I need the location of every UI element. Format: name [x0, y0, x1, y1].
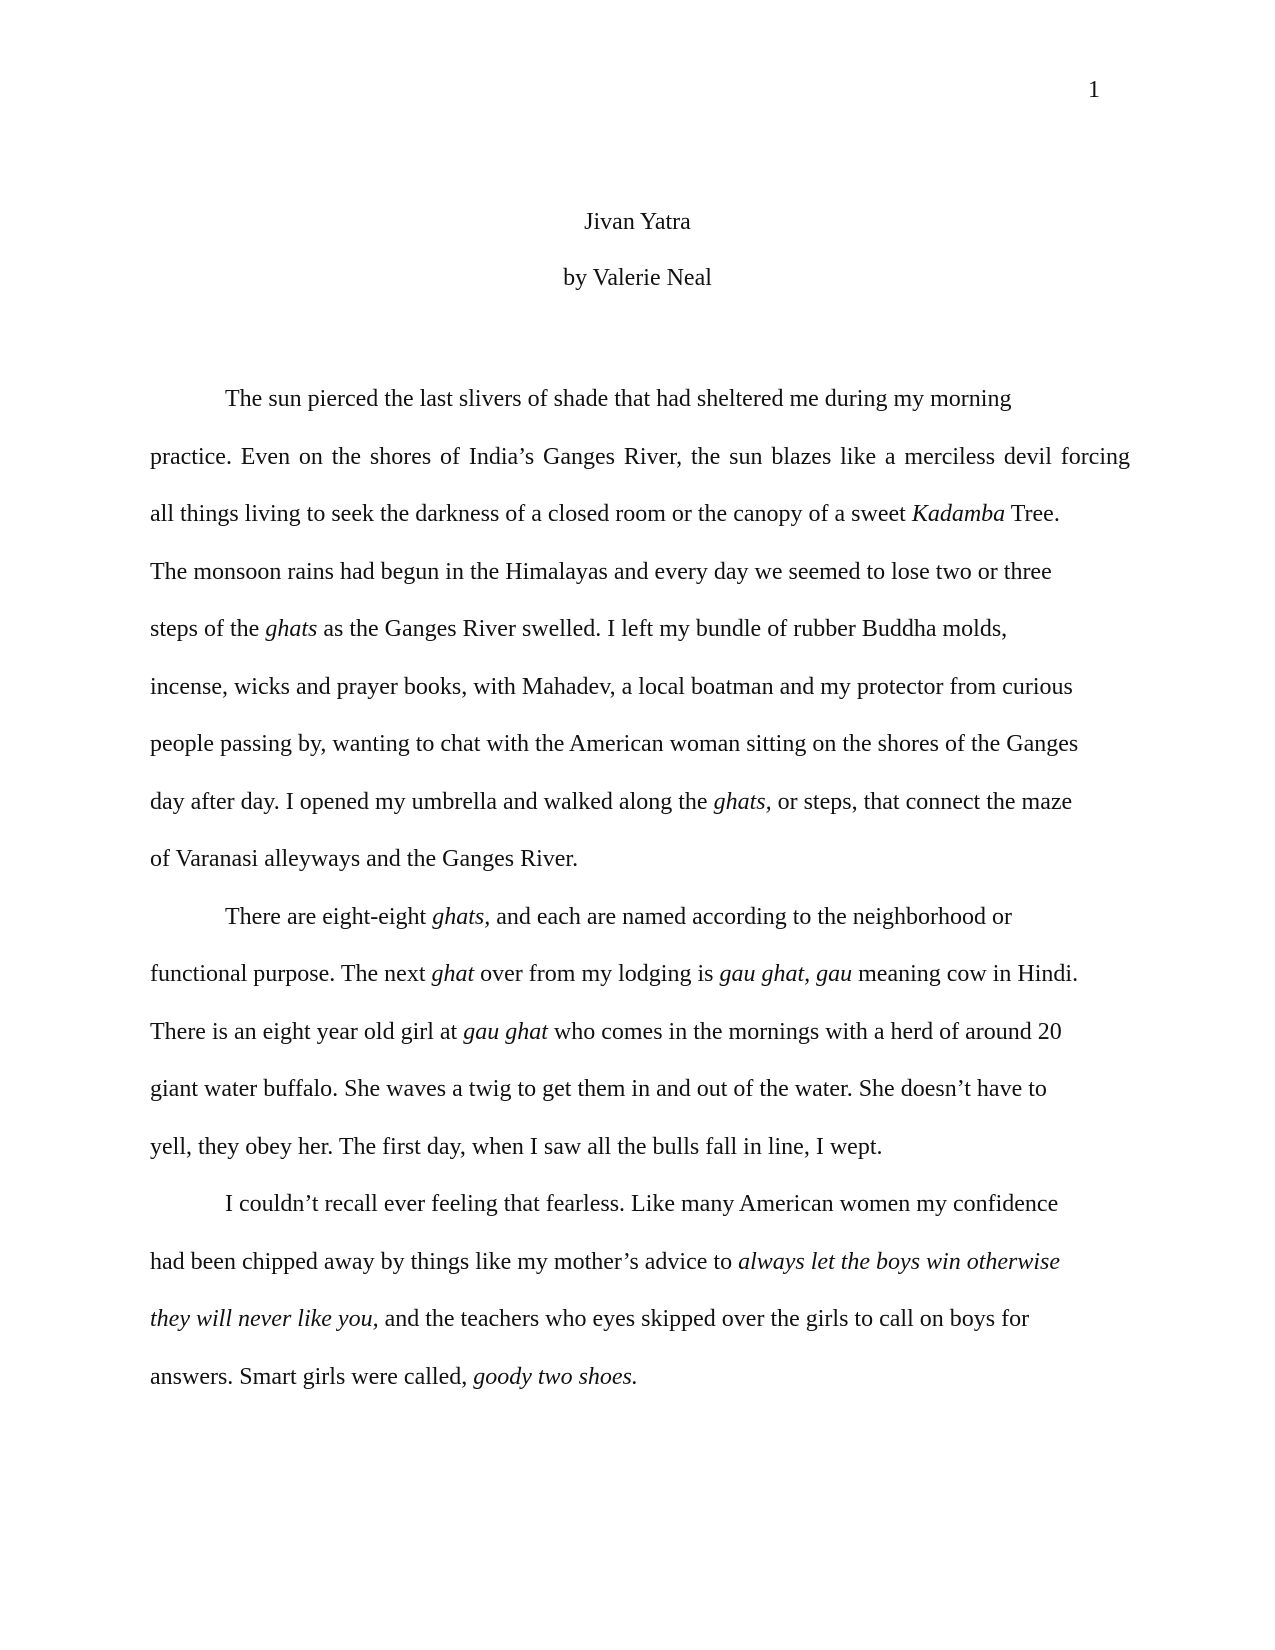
text-run: people passing by, wanting to chat with the American woman sitting on the shores of the Ganges — [150, 731, 1079, 757]
text-run: Tree. — [1005, 501, 1060, 527]
text-run: as the Ganges River swelled. I left my bundle of rubber Buddha molds, — [317, 616, 1008, 642]
body-text — [150, 371, 1130, 1406]
text-line — [150, 1119, 1130, 1177]
text-line — [150, 659, 1130, 717]
text-line — [150, 601, 1130, 659]
italic-text: goody two shoes. — [473, 1363, 638, 1390]
text-run: functional purpose. The next — [150, 961, 432, 987]
italic-text: ghats, — [713, 788, 772, 815]
italic-text: ghat — [431, 961, 475, 987]
text-run: giant water buffalo. She waves a twig to get them in and out of the water. She doesn’t have to — [150, 1076, 1047, 1102]
text-run: all things living to seek the darkness of a closed room or the canopy of a sweet — [150, 501, 912, 527]
italic-text: Kadamba — [911, 501, 1006, 527]
text-run: yell, they obey her. The first day, when I saw all the bulls fall in line, I wept. — [150, 1133, 883, 1160]
text-line — [150, 371, 1130, 429]
document-title: Jivan Yatra — [584, 209, 691, 235]
text-line — [150, 831, 1130, 889]
text-line — [150, 774, 1130, 832]
italic-text: gau ghat, gau — [719, 961, 853, 987]
text-run: over from my lodging is — [474, 961, 720, 987]
italic-text: ghats, — [432, 903, 491, 930]
text-line — [150, 889, 1130, 947]
text-line — [150, 1349, 1130, 1407]
text-line — [150, 1061, 1130, 1119]
text-run: and the teachers who eyes skipped over the girls to call on boys for — [378, 1306, 1030, 1332]
text-line — [150, 1234, 1130, 1292]
text-line — [150, 1176, 1130, 1234]
text-line — [150, 1004, 1130, 1062]
text-run: steps of the — [150, 616, 266, 642]
italic-text: they will never like you, — [150, 1306, 379, 1332]
text-line — [150, 544, 1130, 602]
text-run: who comes in the mornings with a herd of around 20 — [547, 1018, 1062, 1045]
text-line — [150, 486, 1130, 544]
text-run: incense, wicks and prayer books, with Mahadev, a local boatman and my protector from curious — [150, 673, 1073, 700]
text-line — [150, 1291, 1130, 1349]
text-run: day after day. I opened my umbrella and walked along the — [150, 788, 714, 815]
text-run: There is an eight year old girl at — [150, 1018, 464, 1045]
text-run: The monsoon rains had begun in the Himalayas and every day we seemed to lose two or three — [150, 558, 1052, 585]
text-line — [150, 716, 1130, 774]
italic-text: gau ghat — [463, 1018, 548, 1045]
text-line — [150, 429, 1130, 487]
italic-text: ghats — [265, 616, 318, 642]
page-number: 1 — [1088, 77, 1100, 103]
italic-text: always let the boys win otherwise — [738, 1248, 1061, 1275]
text-run: or steps, that connect the maze — [771, 788, 1073, 815]
text-run: There are eight-eight — [225, 903, 433, 930]
text-run: and each are named according to the neighborhood or — [490, 903, 1013, 930]
text-run: I couldn’t recall ever feeling that fearless. Like many American women my confidence — [225, 1191, 1059, 1217]
text-run: meaning cow in Hindi. — [852, 961, 1079, 987]
text-line — [150, 946, 1130, 1004]
author-byline: by Valerie Neal — [563, 265, 712, 291]
text-run: had been chipped away by things like my mother’s advice to — [150, 1248, 739, 1275]
text-run: practice. Even on the shores of India’s Ganges River, the sun blazes like a merciless devil forcing — [150, 443, 1130, 470]
text-run: of Varanasi alleyways and the Ganges River. — [150, 846, 579, 872]
text-run: The sun pierced the last slivers of shade that had sheltered me during my morning — [225, 386, 1012, 412]
text-run: answers. Smart girls were called, — [150, 1363, 474, 1390]
